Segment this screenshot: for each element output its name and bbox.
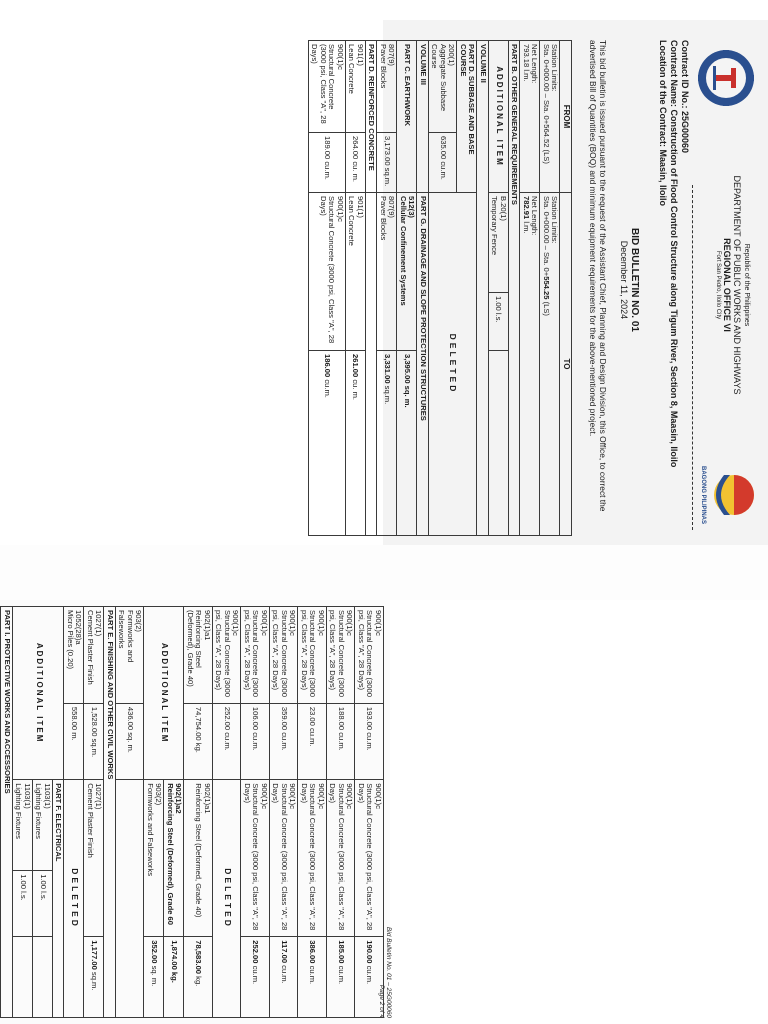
- qty-unit: kg.: [194, 974, 204, 987]
- qty-num: 352.00: [150, 940, 160, 964]
- republic-line: Republic of the Philippines: [743, 243, 750, 327]
- table-row: [540, 41, 560, 536]
- part-d-rc-header: PART D. REINFORCED CONCRETE: [365, 41, 377, 193]
- code: 1103(1): [43, 783, 52, 809]
- desc: Temporary Fence: [490, 196, 500, 256]
- part-header-row: [104, 607, 116, 1018]
- desc: Lighting Fixtures: [34, 783, 44, 839]
- to-item: [184, 780, 213, 937]
- part-i-header: PART I. PROTECTIVE WORKS AND ACCESSORIES: [1, 607, 13, 1018]
- from-item: [213, 607, 242, 704]
- page-2-rotated-content: [0, 600, 390, 1024]
- to-qty: 1.00 l.s.: [33, 871, 53, 937]
- part-header-row: [1, 607, 13, 1018]
- qty-num: 186.00: [322, 354, 332, 378]
- net-length-to: [520, 193, 540, 536]
- code: 807(9): [387, 44, 397, 66]
- qty-unit: sq. m.: [150, 963, 160, 987]
- additional-item-label: ADDITIONAL ITEM: [13, 607, 65, 780]
- qty-unit: cu.m.: [365, 963, 375, 985]
- blank-cell: [488, 351, 508, 536]
- to-qty: [144, 937, 164, 1018]
- header-divider: [692, 185, 693, 530]
- agency-header: [714, 170, 750, 400]
- to-header: TO: [560, 193, 572, 536]
- qty-unit: cu. m.: [351, 377, 361, 401]
- item-200: [428, 41, 457, 133]
- from-qty: 359.00 cu.m.: [270, 703, 299, 779]
- to-item: [270, 780, 299, 937]
- to-qty: [84, 937, 104, 1018]
- to-qty: [298, 937, 327, 1018]
- code: 900(1)c: [260, 610, 269, 636]
- department-line: DEPARTMENT OF PUBLIC WORKS AND HIGHWAYS: [731, 175, 742, 395]
- from-item: [327, 607, 356, 704]
- part-f-header: PART F. ELECTRICAL: [53, 780, 65, 1018]
- part-header-row: [457, 41, 477, 536]
- desc: Paver Blocks: [378, 44, 388, 89]
- additional-item-label: ADDITIONAL ITEM: [144, 607, 184, 780]
- desc: Cement Plaster Finish: [86, 610, 95, 685]
- code: 512(3): [407, 196, 417, 218]
- code: 900(1)c: [335, 196, 345, 222]
- desc: Structural Concrete (3000 psi, Class "A", 28 Days): [357, 783, 375, 931]
- desc: Reinforcing Steel (Deformed, Grade 40): [194, 783, 204, 918]
- label: Net Length:: [530, 196, 540, 236]
- table-row: [64, 607, 84, 1018]
- unit: l.m.: [521, 219, 531, 234]
- to-item: [0, 780, 1, 871]
- label: Station Limits:: [550, 44, 560, 92]
- from-qty: 74,754.00 kg.: [184, 703, 213, 779]
- bagong-pilipinas-logo: [698, 460, 760, 530]
- from-qty: [0, 703, 1, 779]
- desc: Lighting Fixtures: [14, 783, 24, 839]
- desc: Structural Concrete (3000 psi, Class "A", 28 Days): [357, 610, 375, 697]
- from-item: [64, 607, 84, 704]
- region-line: REGIONAL OFFICE VI: [721, 238, 732, 332]
- code: 900(1)c: [317, 610, 326, 636]
- qty-900-to: [308, 351, 345, 536]
- table-row: [377, 41, 397, 536]
- station-limits-from: [540, 41, 560, 193]
- desc: Formworks and Falseworks: [117, 610, 135, 663]
- to-qty: 1,874.00 kg.: [164, 937, 184, 1018]
- deleted-label: DELETED: [428, 193, 477, 536]
- qty-unit: cu.m.: [308, 963, 318, 985]
- to-qty: [0, 871, 1, 1018]
- to-qty: [241, 937, 270, 1018]
- value: 793.18 l.m.: [521, 44, 531, 82]
- from-item: [270, 607, 299, 704]
- from-qty: 188.00 cu.m.: [327, 703, 356, 779]
- boq-table-page-2: [0, 606, 384, 1018]
- from-item: [241, 607, 270, 704]
- value: [521, 196, 530, 532]
- table-row: [345, 41, 365, 536]
- qty-num: 190.00: [365, 940, 375, 964]
- desc: Lean Concrete: [347, 44, 357, 94]
- item-901-to: [345, 193, 365, 351]
- qty-unit: cu.m.: [251, 963, 261, 985]
- desc: Structural Concrete (3000 psi, Class "A", 28 Days): [310, 44, 337, 124]
- page-separator: [0, 545, 768, 600]
- code: 903(2): [134, 610, 144, 632]
- part-header-row: [365, 41, 377, 536]
- to-qty: 1.00 l.s.: [13, 871, 33, 937]
- code: 1052(28)a: [74, 610, 84, 645]
- from-header: FROM: [560, 41, 572, 193]
- desc: Structural Concrete (3000 psi, Class "A", 28 Days): [318, 196, 337, 344]
- code: 900(1)c: [231, 610, 241, 636]
- blank-cell: [365, 193, 377, 536]
- code: 902(1)a1: [203, 783, 212, 814]
- qty-807-to: [377, 351, 397, 536]
- to-item: [164, 780, 184, 937]
- desc: Structural Concrete (3000 psi, Class "A", 28 Days): [271, 783, 289, 931]
- table-row: [520, 41, 540, 536]
- desc: Cellular Confinement Systems: [398, 196, 408, 306]
- desc: Structural Concrete (3000 psi, Class "A", 28 Days): [328, 610, 346, 697]
- code: 901(1): [355, 44, 365, 66]
- station-limits-to: [540, 193, 560, 536]
- repeated-concrete-rows: [241, 607, 384, 1018]
- qty-unit: cu.m.: [322, 377, 332, 398]
- qty-unit: cu.m.: [337, 963, 346, 985]
- desc: Structural Concrete (3000 psi, Class "A", 28 Days): [300, 610, 318, 697]
- value: [541, 196, 550, 532]
- desc: Cement Plaster Finish: [86, 783, 95, 858]
- code: 900(1)c: [374, 610, 383, 636]
- qty-unit: cu.m.: [280, 963, 289, 984]
- code: 900(1)c: [345, 783, 355, 809]
- code: 900(1)c: [260, 783, 269, 809]
- code: 1103(1): [23, 783, 32, 809]
- boq-table-page-1: [308, 40, 572, 536]
- blank-cell: [13, 937, 33, 1018]
- qty-num: 261.00: [351, 354, 361, 378]
- qty-num: 386.00: [308, 940, 318, 964]
- table-header-row: [560, 41, 572, 536]
- desc: Lean Concrete: [347, 196, 357, 246]
- item-900-from: [308, 41, 345, 133]
- item-807-from: [377, 41, 397, 133]
- table-row: [53, 607, 65, 1018]
- from-item: [298, 607, 327, 704]
- table-row: [0, 607, 1, 1018]
- additional-item-label: ADDITIONAL ITEM: [488, 41, 508, 193]
- qty-num: 117.00: [280, 940, 289, 964]
- code: 900(1)c: [288, 783, 298, 809]
- part-c-header: PART C. EARTHWORK: [397, 41, 417, 193]
- value-tail: (LS): [541, 299, 551, 316]
- code: 900(1)c: [345, 610, 355, 636]
- code: 901(1): [355, 196, 365, 218]
- desc: Aggregate Subbase Course: [430, 44, 448, 112]
- item-807-to: [377, 193, 397, 351]
- bulletin-heading: [619, 120, 640, 440]
- volume-iii-header: VOLUME III: [417, 41, 429, 193]
- qty-unit: sq.m.: [90, 969, 100, 991]
- contract-location: Location of the Contract: Maasin, Iloilo: [658, 40, 669, 207]
- from-qty: 106.00 cu.m.: [241, 703, 270, 779]
- address-line: Fort San Pedro, Iloilo City: [715, 250, 722, 320]
- to-item: [33, 780, 53, 871]
- page-1-rotated-content: [310, 20, 768, 545]
- part-e-header: PART E. FINISHING AND OTHER CIVIL WORKS: [104, 607, 116, 1018]
- from-qty: 436.00 sq. m.: [116, 703, 145, 779]
- from-qty: 252.00 cu.m.: [213, 703, 242, 779]
- to-qty: [184, 937, 213, 1018]
- qty-num: 1,177.00: [90, 940, 100, 970]
- bulletin-date: December 11, 2024: [619, 240, 629, 320]
- part-g-header: PART G. DRAINAGE AND SLOPE PROTECTION STRUCTURES: [417, 193, 429, 536]
- table-row: [308, 41, 345, 536]
- deleted-label: DELETED: [213, 780, 242, 1018]
- qty-901-from: 264.00 cu. m.: [345, 133, 365, 193]
- table-row: [270, 607, 299, 1018]
- code: 900(1)c: [317, 783, 326, 809]
- label: Station Limits:: [550, 196, 560, 244]
- value-bold: 554.25: [541, 276, 551, 300]
- code: 902(1)a1: [203, 610, 212, 641]
- to-item: [241, 780, 270, 937]
- to-item: [355, 780, 384, 937]
- desc: Structural Concrete (3000 psi, Class "A", 28 Days): [300, 783, 318, 931]
- qty-num: 185.00: [337, 940, 346, 964]
- from-qty: 193.00 cu.m.: [355, 703, 384, 779]
- from-item: [355, 607, 384, 704]
- code: 200(1): [447, 44, 457, 66]
- net-length-from: [520, 41, 540, 193]
- code: 900(1)c: [335, 44, 345, 70]
- code: 1027(1): [94, 783, 104, 810]
- qty-num: 78,583.00: [194, 940, 204, 975]
- desc: Structural Concrete (3000 psi, Class "A", 28 Days): [214, 610, 232, 697]
- to-item: [144, 780, 164, 937]
- qty-901-to: [345, 351, 365, 536]
- value-head: Sta. 0+000.00 – Sta. 0+: [541, 196, 551, 277]
- qty-900-from: 189.00 cu.m.: [308, 133, 345, 193]
- code: 903(2): [154, 783, 164, 806]
- code: 900(1)c: [374, 783, 383, 809]
- blank-cell: [33, 937, 53, 1018]
- desc: Structural Concrete (3000 psi, Class "A", 28 Days): [243, 610, 261, 697]
- table-row: [116, 607, 145, 1018]
- part-header-row: [477, 41, 489, 536]
- table-row: [355, 607, 384, 1018]
- volume-ii-header: VOLUME II: [477, 41, 489, 536]
- part-header-row: [508, 41, 520, 536]
- table-row: [164, 607, 184, 1018]
- desc: Structural Concrete (3000 psi, Class "A", 28 Days): [271, 610, 289, 697]
- desc: Micro Piles (0.20): [66, 610, 75, 670]
- bulletin-title: BID BULLETIN NO. 01: [629, 228, 640, 332]
- qty-807-from: 3,173.00 sq.m.: [377, 133, 397, 193]
- code: B.20(1): [498, 196, 508, 221]
- from-qty: 23.00 cu.m.: [298, 703, 327, 779]
- to-item: [298, 780, 327, 937]
- value-bold: 782.91: [521, 196, 531, 220]
- code: 902(1)a2: [174, 783, 184, 814]
- contract-details: [658, 40, 690, 520]
- part-d-subbase-header: PART D. SUBBASE AND BASE COURSE: [457, 41, 477, 193]
- code: 1027(1): [94, 610, 104, 637]
- from-qty: 558.00 m.: [64, 703, 84, 779]
- remaining-rows: [0, 607, 241, 1018]
- desc: Structural Concrete (3000 psi, Class "A", 28 Days): [243, 783, 261, 931]
- qty-512: 3,395.00 sq. m.: [397, 351, 417, 536]
- table-row: [241, 607, 270, 1018]
- item-512: [397, 193, 417, 351]
- contract-id: Contract ID No.: 25G00060: [680, 40, 690, 154]
- bulletin-page-2: [0, 600, 390, 1024]
- dpwh-seal-logo: [696, 48, 756, 108]
- part-header-row: [417, 41, 429, 536]
- bulletin-ref: Bid Bulletin No. 01 – 25G00060: [385, 926, 392, 1018]
- desc: Paver Blocks: [378, 196, 388, 241]
- from-item: [184, 607, 213, 704]
- code: 807(9): [387, 196, 397, 218]
- code: 900(1)c: [288, 610, 298, 636]
- table-row: [488, 41, 508, 536]
- label: Net Length:: [530, 44, 540, 84]
- table-row: [327, 607, 356, 1018]
- to-item: [84, 780, 104, 937]
- item-b201: [488, 193, 508, 293]
- qty-num: 252.00: [251, 940, 261, 964]
- to-qty: [327, 937, 356, 1018]
- value: Sta. 0+000.00 – Sta. 0+564.52 (LS): [541, 44, 551, 164]
- to-qty: [355, 937, 384, 1018]
- qty-unit: sq.m.: [382, 383, 392, 405]
- top-margin: [383, 0, 768, 20]
- item-901-from: [345, 41, 365, 133]
- bagong-pilipinas-text: BAGONG PILIPINAS: [700, 465, 706, 525]
- from-item: [116, 607, 145, 704]
- blank-cell: [116, 780, 145, 1018]
- page-number: Page 2 of 4: [377, 984, 385, 1018]
- qty-num: 3,331.00: [382, 354, 392, 384]
- table-row: [298, 607, 327, 1018]
- table-row: [397, 41, 417, 536]
- desc: Reinforcing Steel (Deformed), Grade 60: [166, 783, 175, 925]
- to-item: [13, 780, 33, 871]
- to-qty: [270, 937, 299, 1018]
- desc: Formworks and Falseworks: [146, 783, 155, 877]
- part-b-header: PART B. OTHER GENERAL REQUIREMENTS: [508, 41, 520, 536]
- from-qty: 1,528.00 sq.m.: [84, 703, 104, 779]
- from-item: [0, 607, 1, 704]
- qty-200: 635.00 cu.m.: [428, 133, 457, 193]
- bulletin-page-1: [310, 20, 768, 545]
- desc: Structural Concrete (3000 psi, Class "A", 28 Days): [328, 783, 346, 931]
- contract-name: Contract Name: Construction of Flood Control Structure along Tigum River, Section 8, Maasin, Iloilo: [669, 40, 680, 468]
- from-item: [84, 607, 104, 704]
- desc: Reinforcing Steel (Deformed), Grade 40): [186, 610, 204, 687]
- table-row: [213, 607, 242, 1018]
- table-row: [184, 607, 213, 1018]
- to-item: [327, 780, 356, 937]
- intro-paragraph: This bid bulletin is issued pursuant to the request of the Assistant Chief, Planning and Design Division, this Office, to correct the advertised Bill of Quantities (BOQ) and minimum equipment requirements for the above-mentioned project.: [587, 40, 608, 512]
- qty-b201: 1.00 l.s.: [488, 293, 508, 351]
- table-row: [84, 607, 104, 1018]
- deleted-label: DELETED: [64, 780, 84, 1018]
- item-900-to: [308, 193, 345, 351]
